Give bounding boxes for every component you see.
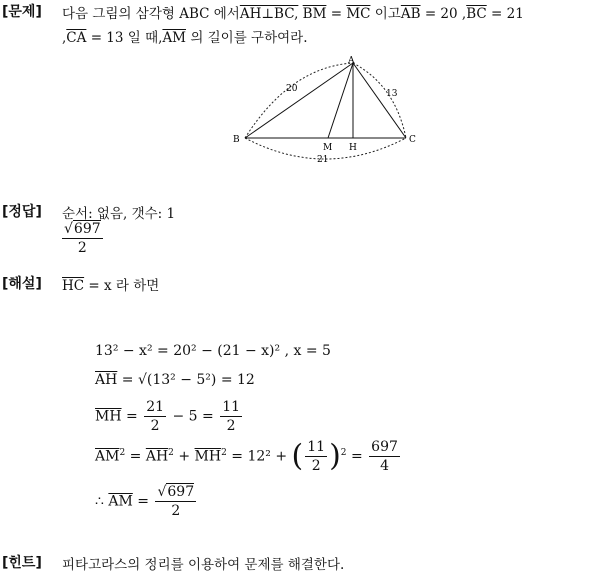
segment-ca: $\overline{CA}$ bbox=[66, 30, 87, 46]
eq4-num2: 697 bbox=[371, 439, 398, 455]
label-b: B bbox=[233, 135, 240, 145]
eq5-den: 2 bbox=[171, 503, 181, 519]
segment-mh: $\overline{MH}$ bbox=[95, 408, 122, 425]
equals-sign: = bbox=[330, 6, 343, 22]
label-len-ac: 13 bbox=[386, 89, 398, 99]
eq4-mid: = 12² + bbox=[231, 448, 288, 465]
answer-sqrt-value: 697 bbox=[73, 221, 101, 237]
segment-mc: $\overline{MC}$ bbox=[346, 6, 371, 22]
equation-2 bbox=[95, 372, 255, 388]
text-igo: 이고 bbox=[374, 6, 401, 22]
eq3-mid: − 5 = bbox=[172, 408, 214, 425]
problem-line-2 bbox=[62, 26, 308, 46]
hint-tag: [힌트] bbox=[2, 555, 42, 571]
label-c: C bbox=[409, 135, 416, 145]
segment-am-sq: $\overline{AM}$ bbox=[95, 448, 120, 465]
equals-ab: = 20 , bbox=[424, 6, 467, 22]
answer-fraction: $\frac{√697}{2}$ bbox=[64, 221, 101, 256]
equation-3: $\overline{MH}$ = $\frac{21}{2}$ − 5 = $\frac{11}{2}$ bbox=[95, 399, 241, 434]
answer-order-text: 순서: 없음, 갯수: 1 bbox=[62, 206, 176, 222]
segment-ab: $\overline{AB}$ bbox=[400, 6, 421, 22]
label-h: H bbox=[349, 143, 357, 153]
segment-bm: $\overline{BM}$ bbox=[302, 6, 327, 22]
segment-ah-sq: $\overline{AH}$ bbox=[145, 448, 169, 465]
segment-hc: $\overline{HC}$ bbox=[62, 278, 85, 294]
side-ac bbox=[353, 63, 406, 138]
eq3-num2: 11 bbox=[222, 399, 241, 415]
triangle-figure bbox=[230, 55, 420, 165]
segment-am-final: $\overline{AM}$ bbox=[108, 493, 133, 510]
problem-tag: [문제] bbox=[2, 4, 42, 20]
therefore-symbol: ∴ bbox=[95, 493, 104, 510]
answer-denominator: 2 bbox=[77, 240, 87, 256]
eq3-num1: 21 bbox=[146, 399, 165, 415]
side-ab bbox=[245, 63, 353, 138]
eq4-den2: 4 bbox=[380, 458, 389, 474]
problem-line-1 bbox=[62, 2, 524, 22]
solution-intro bbox=[62, 274, 159, 294]
solution-tag: [해설] bbox=[2, 276, 42, 292]
label-len-bc: 21 bbox=[317, 155, 329, 165]
equation-2-rest: = √(13² − 5²) = 12 bbox=[121, 372, 255, 388]
hint-text: 피타고라스의 정리를 이용하여 문제를 해결한다. bbox=[62, 557, 345, 573]
segment-ah-bc: AH⊥BC, bbox=[239, 6, 299, 22]
eq5-sqrt: 697 bbox=[167, 484, 195, 500]
eq4-den: 2 bbox=[311, 458, 321, 474]
eq3-den1: 2 bbox=[150, 418, 160, 434]
answer-tag: [정답] bbox=[2, 204, 42, 220]
segment-mh-sq: $\overline{MH}$ bbox=[194, 448, 222, 465]
eq3-den2: 2 bbox=[226, 418, 236, 434]
solution-intro-rest: = x 라 하면 bbox=[88, 278, 160, 294]
equation-1: 13² − x² = 20² − (21 − x)² , x = 5 bbox=[95, 343, 331, 359]
label-m: M bbox=[323, 143, 333, 153]
segment-ah-sol: $\overline{AH}$ bbox=[95, 372, 118, 388]
equation-4: $\overline{AM}^2 = \overline{AH}^2 + \overline{MH}^2 = 12^2$ + ( $\frac{11}{2}$ )$^2$ = $\frac{697}{4}$ bbox=[95, 438, 398, 474]
segment-bc: $\overline{BC}$ bbox=[466, 6, 487, 22]
median-am bbox=[328, 63, 353, 138]
equation-5: ∴ $\overline{AM}$ = $\frac{√697}{2}$ bbox=[95, 484, 195, 519]
segment-am: $\overline{AM}$ bbox=[162, 30, 187, 46]
equals-ca: = 13 일 때, bbox=[90, 30, 163, 46]
eq4-num: 11 bbox=[307, 439, 326, 455]
comma: , bbox=[62, 30, 67, 46]
equals-bc: = 21 bbox=[491, 6, 524, 22]
problem-prefix: 다음 그림의 삼각형 ABC 에서 bbox=[62, 6, 240, 22]
label-a: A bbox=[348, 56, 355, 66]
problem-suffix: 의 길이를 구하여라. bbox=[190, 30, 308, 46]
label-len-ab: 20 bbox=[286, 84, 298, 94]
